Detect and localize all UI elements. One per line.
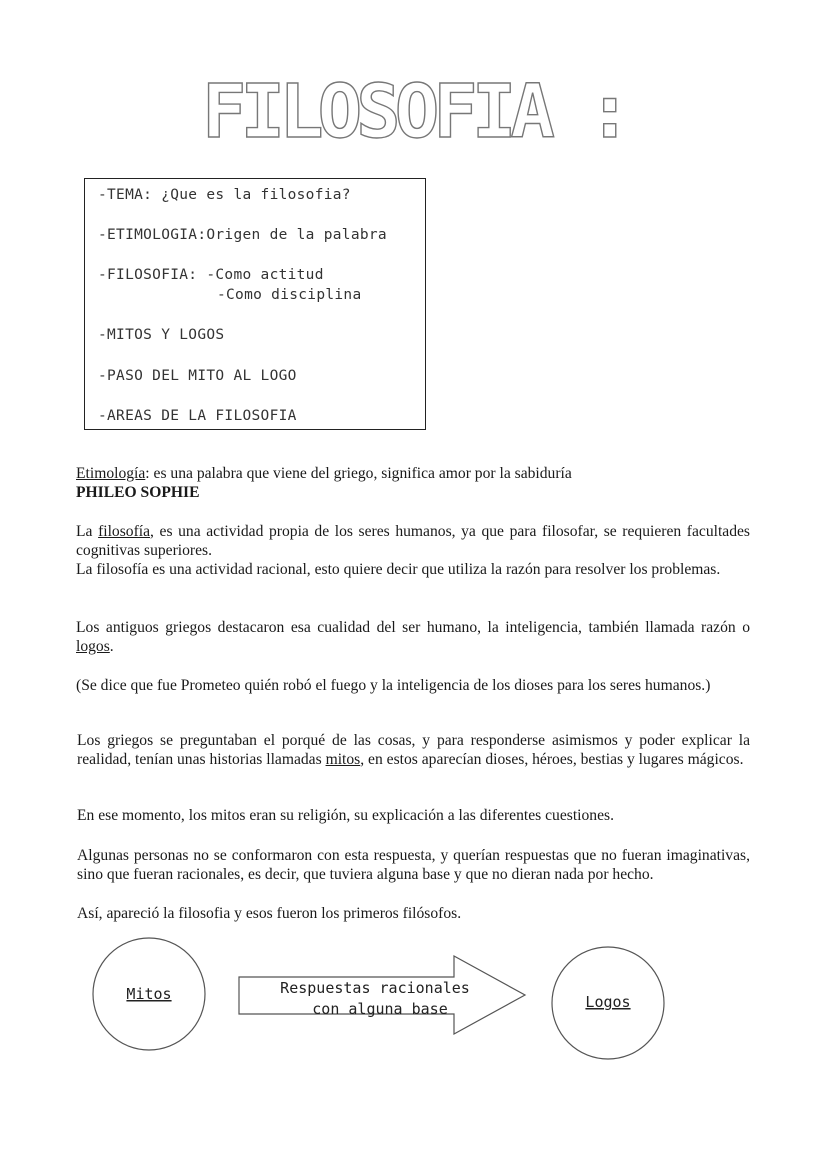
title-outline-text: FILOSOFIA : — [201, 69, 627, 155]
paragraph-griegos — [76, 619, 750, 657]
arrow-label-line1: Respuestas racionales — [280, 979, 470, 997]
p5-term: mitos — [325, 750, 361, 768]
toc-etimologia: -ETIMOLOGIA:Origen de la palabra — [98, 227, 387, 243]
mitos-label: Mitos — [126, 985, 172, 1003]
toc-areas: -AREAS DE LA FILOSOFIA — [98, 408, 297, 424]
paragraph-mitos — [77, 732, 750, 770]
paragraph-religion: En ese momento, los mitos eran su religión, su explicación a las diferentes cuestiones. — [77, 807, 614, 824]
topics-box — [84, 178, 426, 430]
etymology-term: Etimología — [76, 465, 146, 482]
arrow-label-line2: con alguna base — [312, 1000, 448, 1018]
toc-tema: -TEMA: ¿Que es la filosofia? — [98, 187, 351, 203]
etymology-text: : es una palabra que viene del griego, significa amor por la sabiduría — [145, 465, 572, 482]
toc-mitos: -MITOS Y LOGOS — [98, 327, 225, 343]
paragraph-filosofia — [76, 523, 750, 561]
etymology-bold: PHILEO SOPHIE — [76, 483, 200, 501]
page-title — [0, 62, 828, 155]
toc-filosofia: -FILOSOFIA: -Como actitud — [98, 267, 324, 283]
paragraph-prometeo: (Se dice que fue Prometeo quién robó el fuego y la inteligencia de los dioses para los seres humanos.) — [76, 677, 711, 694]
p1-start: La — [76, 523, 99, 540]
p5-start: Los griegos se preguntaban el porqué de las cosas, y para responderse asimismos y poder explicar la realidad, tenían unas historias llamadas — [77, 732, 750, 768]
paragraph-aparicion: Así, apareció la filosofia y esos fueron los primeros filósofos. — [77, 905, 462, 922]
logos-label: Logos — [585, 993, 631, 1011]
p1-term: filosofía — [98, 523, 151, 540]
p3-term: logos — [76, 637, 110, 655]
p5-end: , en estos aparecían dioses, héroes, bestias y lugares mágicos. — [360, 750, 744, 768]
paragraph-racionales: Algunas personas no se conformaron con esta respuesta, y querían respuestas que no fueran imaginativas, sino que fueran racionales, es decir, que tuviera alguna base y que no dieran nada por hecho. — [77, 847, 750, 883]
mito-logos-diagram — [0, 940, 828, 1070]
etymology-paragraph — [76, 465, 750, 503]
p3-end: . — [109, 637, 114, 655]
p3-start: Los antiguos griegos destacaron esa cualidad del ser humano, la inteligencia, también llamada razón o — [76, 619, 750, 636]
toc-paso: -PASO DEL MITO AL LOGO — [98, 368, 297, 384]
paragraph-racional: La filosofía es una actividad racional, esto quiere decir que utiliza la razón para resolver los problemas. — [76, 561, 721, 578]
p1-end: , es una actividad propia de los seres humanos, ya que para filosofar, se requieren facultades cognitivas superiores. — [76, 523, 750, 559]
toc-filosofia-sub: -Como disciplina — [217, 287, 362, 303]
